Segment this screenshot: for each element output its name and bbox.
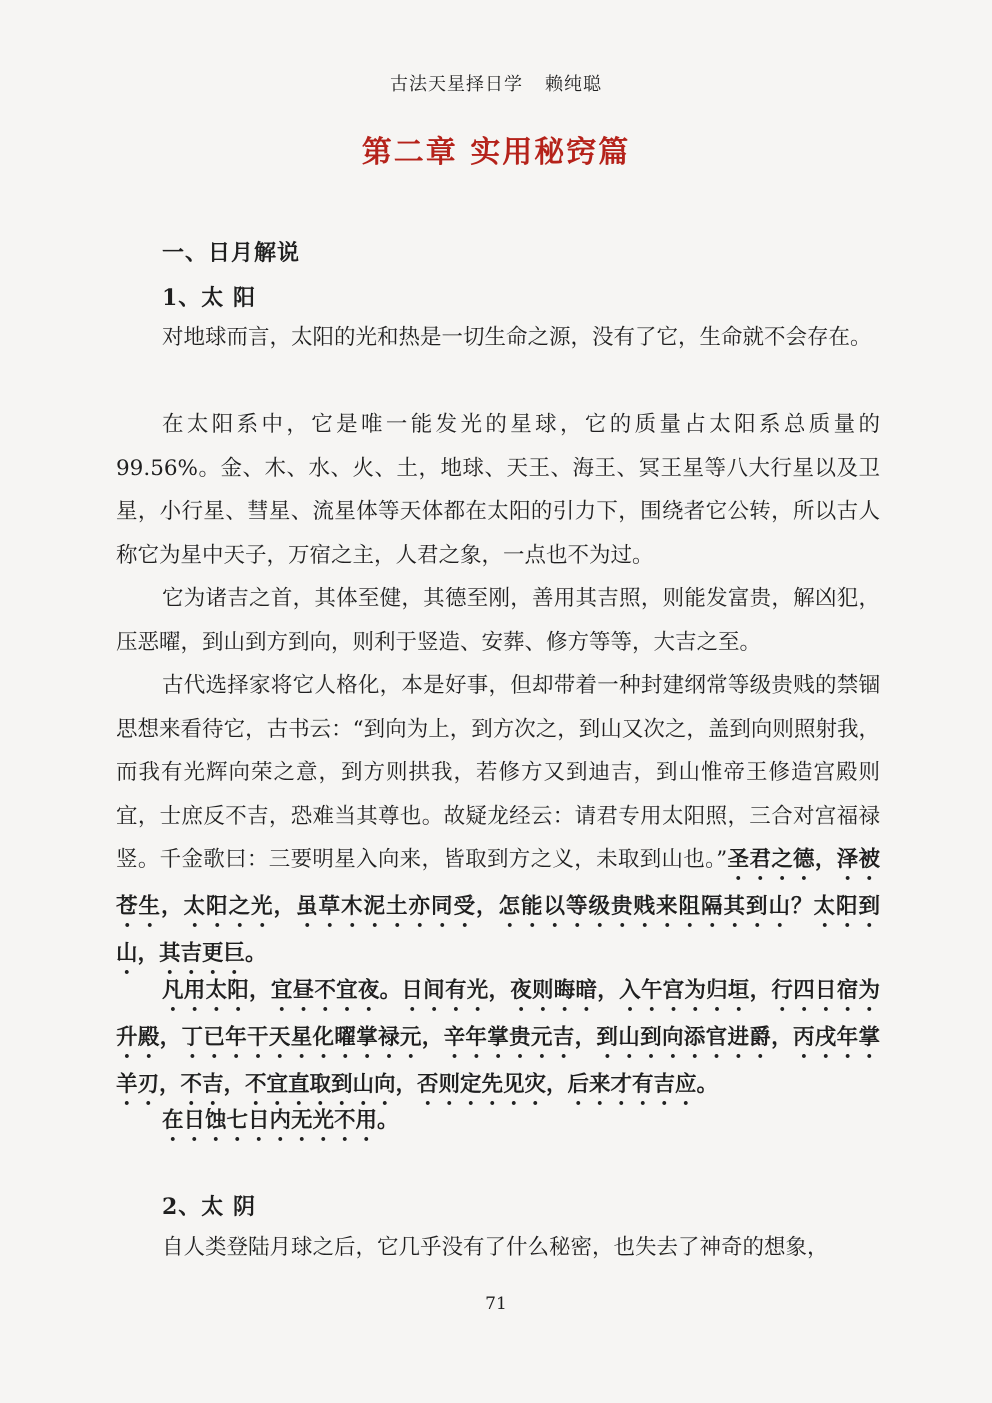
page-number: 71: [485, 1294, 507, 1314]
paragraph-2: 在太阳系中，它是唯一能发光的星球，它的质量占太阳系总质量的99.56%。金、木、水、火、土，地球、天王、海王、冥王星等八大行星以及卫星，小行星、彗星、流星体等天体都在太阳的引力下，围绕者它公转，所以古人称它为星中天子，万宿之主，人君之象，一点也不为过。: [116, 412, 880, 568]
subsection-heading-moon: 2、太 阴: [162, 1194, 256, 1220]
subsection-heading-sun: 1、太 阳: [162, 285, 256, 311]
paragraph-6: 在日蚀七日内无光不用。: [162, 1108, 399, 1133]
paragraph-4-emphasis: 圣君之德，泽被苍生，太阳之光，虽草木泥土亦同受，怎能以等级贵贱来阻隔其到山？太阳到山，其吉更巨。: [116, 847, 880, 967]
chapter-title: 第二章 实用秘窍篇: [361, 135, 631, 170]
book-title: 古法天星择日学: [390, 74, 523, 95]
author-name: 赖纯聪: [545, 74, 602, 95]
section-heading: 一、日月解说: [162, 240, 301, 266]
paragraph-3: 它为诸吉之首，其体至健，其德至刚，善用其吉照，则能发富贵，解凶犯，压恶曜，到山到方到向，则利于竖造、安葬、修方等等，大吉之至。: [116, 586, 880, 655]
paragraph-7: 自人类登陆月球之后，它几乎没有了什么秘密，也失去了神奇的想象，: [162, 1235, 829, 1260]
paragraph-5: 凡用太阳，宜昼不宜夜。日间有光，夜则晦暗，入午宫为归垣，行四日宿为升殿，丁已年干天星化曜掌禄元，辛年掌贵元吉，到山到向添官进爵，丙戌年掌羊刃，不吉，不宜直取到山向，否则定先见灾，后来才有吉应。: [116, 978, 880, 1097]
running-head: [0, 70, 992, 96]
paragraph-4: [116, 664, 880, 979]
paragraph-4-text: 古代选择家将它人格化，本是好事，但却带着一种封建纲常等级贵贱的禁锢思想来看待它，古书云：“到向为上，到方次之，到山又次之，盖到向则照射我，而我有光辉向荣之意，到方则拱我，若修方又到迪吉，到山惟帝王修造宫殿则宜，士庶反不吉，恐难当其尊也。故疑龙经云：请君专用太阳照，三合对宫福禄竖。千金歌曰：三要明星入向来，皆取到方之义，未取到山也。”: [116, 673, 880, 873]
paragraph-1: 对地球而言，太阳的光和热是一切生命之源，没有了它，生命就不会存在。: [162, 325, 872, 350]
